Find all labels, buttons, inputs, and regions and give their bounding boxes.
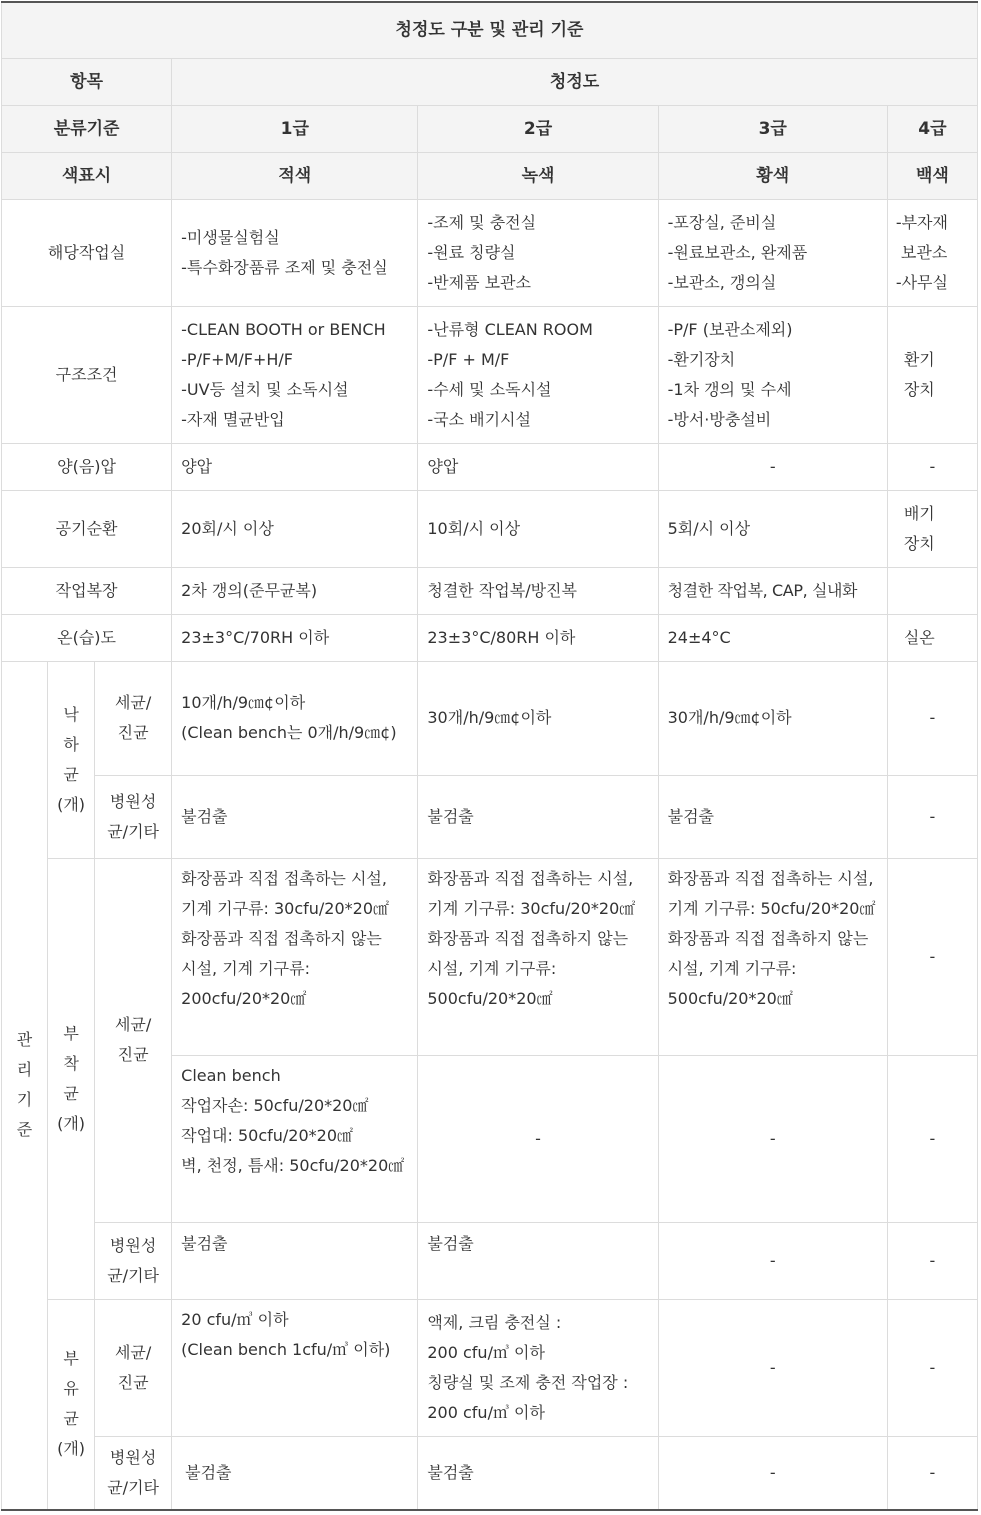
text-line: Clean bench	[181, 1065, 281, 1085]
text-line: -CLEAN BOOTH or BENCH	[181, 319, 386, 339]
text-line: -원료보관소, 완제품	[667, 242, 808, 262]
text-line: -1차 갱의 및 수세	[667, 379, 792, 399]
text-line: 시설, 기계 기구류:	[667, 958, 797, 978]
floating-bacteria-sublabel	[95, 1299, 172, 1436]
text-line: 작업대: 50cfu/20*20㎠	[181, 1125, 354, 1145]
adhering-cleanbench-g1	[172, 1055, 418, 1222]
text-line: -부자재	[895, 212, 948, 232]
text-line: 세균/	[114, 1342, 152, 1362]
vertical-char: 균	[63, 1409, 79, 1429]
row-label-pressure: 양(음)압	[2, 443, 172, 490]
text-line: -원료 칭량실	[427, 242, 516, 262]
cleanliness-table	[1, 1, 978, 1511]
text-line: -포장실, 준비실	[667, 212, 777, 232]
text-line: 세균/	[114, 693, 152, 712]
pressure-g2: 양압	[418, 443, 658, 490]
adhering-pathogen-g4: -	[887, 1222, 977, 1299]
text-line: -반제품 보관소	[427, 272, 531, 292]
text-line: -조제 및 충전실	[427, 212, 537, 232]
text-line: 칭량실 및 조제 충전 작업장 :	[427, 1372, 629, 1392]
pressure-g4: -	[887, 443, 977, 490]
row-label-structure: 구조조건	[2, 306, 172, 443]
row-label-air: 공기순환	[2, 490, 172, 567]
vertical-char: (개)	[57, 1113, 86, 1133]
item-header: 항목	[2, 58, 172, 105]
falling-pathogen-g4: -	[887, 775, 977, 858]
text-line: -국소 배기시설	[427, 409, 531, 429]
row-label-work-room: 해당작업실	[2, 199, 172, 306]
text-line: 보관소	[895, 242, 948, 262]
text-line: 기계 기구류: 30cfu/20*20㎠	[181, 898, 390, 918]
vertical-char: 준	[16, 1120, 33, 1140]
floating-bacteria-g4: -	[887, 1299, 977, 1436]
text-line: 기계 기구류: 50cfu/20*20㎠	[667, 898, 876, 918]
text-line: 500cfu/20*20㎠	[667, 988, 793, 1008]
text-line: 환기	[903, 349, 935, 369]
work-room-g1	[172, 199, 418, 306]
adhering-bacteria-g4: -	[887, 858, 977, 1055]
pressure-g3: -	[658, 443, 887, 490]
temp-g1: 23±3°C/70RH 이하	[172, 614, 418, 661]
text-line: 장치	[903, 379, 935, 399]
clothing-g4	[887, 567, 977, 614]
text-line: 500cfu/20*20㎠	[427, 988, 553, 1008]
text-line: 화장품과 직접 접촉하는 시설,	[427, 868, 634, 888]
text-line: 시설, 기계 기구류:	[427, 958, 557, 978]
floating-pathogen-g4: -	[887, 1436, 977, 1510]
falling-pathogen-g1: 불검출	[172, 775, 418, 858]
text-line: 200 cfu/㎥ 이하	[427, 1402, 545, 1422]
falling-pathogen-g3: 불검출	[658, 775, 887, 858]
text-line: 액제, 크림 충전실 :	[427, 1312, 562, 1332]
row-label-clothing: 작업복장	[2, 567, 172, 614]
color-grade-3: 황색	[658, 152, 887, 199]
pressure-g1: 양압	[172, 443, 418, 490]
text-line: (Clean bench 1cfu/㎥ 이하)	[181, 1339, 391, 1359]
text-line: 병원성	[109, 1235, 157, 1255]
text-line: 병원성	[109, 1447, 157, 1467]
vertical-char: (개)	[57, 794, 86, 814]
adhering-pathogen-g1: 불검출	[172, 1222, 418, 1299]
floating-bacteria-g1	[172, 1299, 418, 1436]
floating-bacteria-g3: -	[658, 1299, 887, 1436]
text-line: (Clean bench는 0개/h/9㎝¢)	[181, 723, 397, 742]
text-line: 200cfu/20*20㎠	[181, 988, 307, 1008]
adhering-bacteria-g1	[172, 858, 418, 1055]
text-line: 20 cfu/㎥ 이하	[181, 1309, 289, 1329]
air-g1: 20회/시 이상	[172, 490, 418, 567]
floating-bacteria-label	[48, 1299, 95, 1510]
text-line: 세균/	[114, 1015, 152, 1034]
text-line: 화장품과 직접 접촉하지 않는	[181, 928, 382, 948]
falling-pathogen-g2: 불검출	[418, 775, 658, 858]
temp-g3: 24±4°C	[658, 614, 887, 661]
vertical-char: 기	[16, 1090, 33, 1110]
text-line: -UV등 설치 및 소독시설	[181, 379, 349, 399]
text-line: -사무실	[895, 272, 948, 292]
row-label-temp: 온(습)도	[2, 614, 172, 661]
text-line: 균/기타	[107, 1477, 159, 1497]
temp-g4: 실온	[887, 614, 977, 661]
vertical-char: 균	[63, 1083, 79, 1103]
color-grade-1: 적색	[172, 152, 418, 199]
text-line: 진균	[117, 1045, 149, 1064]
grade-3-header: 3급	[658, 105, 887, 152]
floating-pathogen-g2: 불검출	[418, 1436, 658, 1510]
structure-g3	[658, 306, 887, 443]
color-grade-4: 백색	[887, 152, 977, 199]
color-header: 색표시	[2, 152, 172, 199]
text-line: -수세 및 소독시설	[427, 379, 552, 399]
text-line: 화장품과 직접 접촉하지 않는	[427, 928, 629, 948]
adhering-bacteria-sublabel	[95, 858, 172, 1222]
falling-bacteria-g1	[172, 661, 418, 775]
vertical-char: 부	[63, 1349, 79, 1369]
text-line: 작업자손: 50cfu/20*20㎠	[181, 1095, 369, 1115]
falling-bacteria-g3: 30개/h/9㎝¢이하	[658, 661, 887, 775]
falling-bacteria-label	[48, 661, 95, 858]
air-g3: 5회/시 이상	[658, 490, 887, 567]
text-line: 화장품과 직접 접촉하는 시설,	[667, 868, 874, 888]
adhering-pathogen-sublabel	[95, 1222, 172, 1299]
falling-pathogen-sublabel	[95, 775, 172, 858]
text-line: -특수화장품류 조제 및 충전실	[181, 257, 388, 277]
clothing-g2: 청결한 작업복/방진복	[418, 567, 658, 614]
adhering-cleanbench-g2: -	[418, 1055, 658, 1222]
text-line: 진균	[117, 723, 149, 742]
falling-bacteria-g2: 30개/h/9㎝¢이하	[418, 661, 658, 775]
vertical-char: 유	[63, 1379, 79, 1399]
management-label	[2, 661, 48, 1510]
text-line: 진균	[117, 1372, 149, 1392]
floating-bacteria-g2	[418, 1299, 658, 1436]
air-g2: 10회/시 이상	[418, 490, 658, 567]
text-line: -자재 멸균반입	[181, 409, 285, 429]
vertical-char: 낙	[63, 704, 79, 724]
color-grade-2: 녹색	[418, 152, 658, 199]
text-line: -환기장치	[667, 349, 736, 369]
clothing-g1: 2차 갱의(준무균복)	[172, 567, 418, 614]
structure-g1	[172, 306, 418, 443]
grade-4-header: 4급	[887, 105, 977, 152]
work-room-g4	[887, 199, 977, 306]
text-line: -미생물실험실	[181, 227, 280, 247]
vertical-char: 관	[16, 1030, 33, 1050]
text-line: 기계 기구류: 30cfu/20*20㎠	[427, 898, 636, 918]
clothing-g3: 청결한 작업복, CAP, 실내화	[658, 567, 887, 614]
adhering-bacteria-label	[48, 858, 95, 1299]
text-line: 배기	[903, 503, 935, 523]
adhering-pathogen-g2: 불검출	[418, 1222, 658, 1299]
text-line: -P/F (보관소제외)	[667, 319, 793, 339]
grade-1-header: 1급	[172, 105, 418, 152]
floating-pathogen-g1: 불검출	[172, 1436, 418, 1510]
structure-g2	[418, 306, 658, 443]
adhering-cleanbench-g3: -	[658, 1055, 887, 1222]
text-line: -P/F+M/F+H/F	[181, 349, 293, 369]
classification-header: 분류기준	[2, 105, 172, 152]
text-line: -P/F + M/F	[427, 349, 510, 369]
table-title: 청정도 구분 및 관리 기준	[2, 2, 978, 58]
text-line: 병원성	[109, 791, 157, 811]
vertical-char: 균	[63, 764, 79, 784]
floating-pathogen-g3: -	[658, 1436, 887, 1510]
floating-pathogen-sublabel	[95, 1436, 172, 1510]
text-line: -난류형 CLEAN ROOM	[427, 319, 593, 339]
text-line: -방서·방충설비	[667, 409, 772, 429]
vertical-char: 착	[63, 1053, 79, 1073]
grade-header: 청정도	[172, 58, 978, 105]
work-room-g3	[658, 199, 887, 306]
falling-bacteria-sublabel	[95, 661, 172, 775]
vertical-char: 하	[63, 734, 79, 754]
work-room-g2	[418, 199, 658, 306]
text-line: 화장품과 직접 접촉하는 시설,	[181, 868, 387, 888]
text-line: 균/기타	[107, 1265, 159, 1285]
adhering-bacteria-g2	[418, 858, 658, 1055]
adhering-pathogen-g3: -	[658, 1222, 887, 1299]
text-line: 시설, 기계 기구류:	[181, 958, 310, 978]
text-line: 화장품과 직접 접촉하지 않는	[667, 928, 869, 948]
air-g4	[887, 490, 977, 567]
vertical-char: (개)	[57, 1439, 86, 1459]
vertical-char: 리	[16, 1060, 33, 1080]
text-line: -보관소, 갱의실	[667, 272, 777, 292]
text-line: 10개/h/9㎝¢이하	[181, 693, 306, 712]
text-line: 벽, 천정, 틈새: 50cfu/20*20㎠	[181, 1155, 405, 1175]
adhering-bacteria-g3	[658, 858, 887, 1055]
falling-bacteria-g4: -	[887, 661, 977, 775]
vertical-char: 부	[63, 1023, 79, 1043]
text-line: 200 cfu/㎥ 이하	[427, 1342, 545, 1362]
structure-g4	[887, 306, 977, 443]
grade-2-header: 2급	[418, 105, 658, 152]
adhering-cleanbench-g4: -	[887, 1055, 977, 1222]
text-line: 균/기타	[107, 821, 159, 841]
text-line: 장치	[903, 533, 935, 553]
temp-g2: 23±3°C/80RH 이하	[418, 614, 658, 661]
